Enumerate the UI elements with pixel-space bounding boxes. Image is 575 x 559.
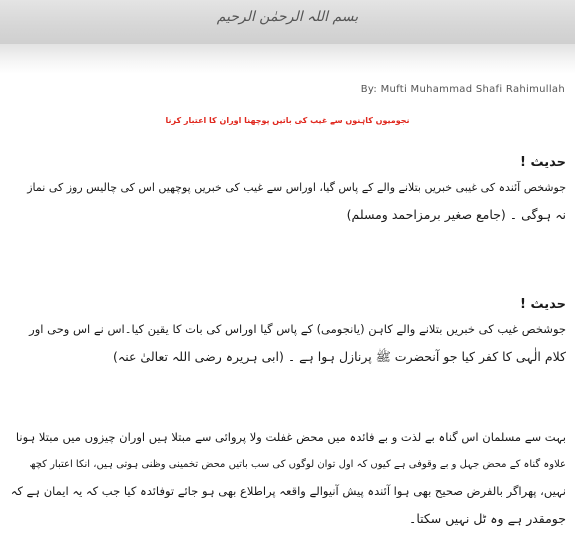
author-byline: By: Mufti Muhammad Shafi Rahimullah — [360, 84, 565, 95]
hadith-text-line: کلام الٰہی کا کفر کیا جو آنحضرت ﷺ پرنازل ہوا ہے ۔ (ابی ہریرہ رضی اللہ تعالیٰ عنہ) — [113, 349, 566, 364]
hadith-heading: حدیث ! — [520, 297, 566, 312]
hadith-heading: حدیث ! — [520, 155, 566, 170]
commentary-line: نہیں، پھراگر بالفرض صحیح بھی ہوا آئندہ پیش آنیوالے واقعہ پراطلاع بھی ہو جائے توفائدہ کیا جب کہ یہ ایمان ہے کہ — [10, 484, 566, 498]
header-band — [0, 0, 575, 44]
bismillah-calligraphy: بسم اللہ الرحمٰن الرحیم — [216, 9, 359, 25]
hadith-section-1 — [8, 152, 566, 228]
header-fade — [0, 44, 575, 74]
hadith-text-line: جوشخص غیب کی خبریں بتلانے والے کاہن (یانجومی) کے پاس گیا اوراس کی بات کا یقین کیا۔اس نے اس وحی اور — [29, 322, 566, 336]
article-title: نجومیوں کاہنوں سے غیب کی باتیں پوچھنا اوران کا اعتبار کرنا — [165, 116, 410, 125]
hadith-section-2 — [8, 294, 566, 370]
hadith-text-line: جوشخص آئندہ کی غیبی خبریں بتلانے والے کے پاس گیا، اوراس سے غیب کی خبریں پوچھیں اس کی چالیس روز کی نماز — [27, 181, 566, 194]
commentary-section — [8, 424, 566, 532]
commentary-line: جومقدر ہے وہ ٹل نہیں سکتا۔ — [409, 511, 566, 526]
commentary-line: بہت سے مسلمان اس گناہ بے لذت و بے فائدہ میں محض غفلت ولا پروائی سے مبتلا ہیں اوران چیزوں میں مبتلا ہونا — [15, 430, 566, 444]
commentary-line: علاوہ گناہ کے محض جہل و بے وقوفی ہے کیوں کہ اول توان لوگوں کی سب باتیں محض تخمینی وظنی ہوتی ہیں، انکا اعتبار کچھ — [29, 459, 566, 470]
hadith-text-line: نہ ہوگی ۔ (جامع صغیر برمزاحمد ومسلم) — [346, 207, 566, 222]
